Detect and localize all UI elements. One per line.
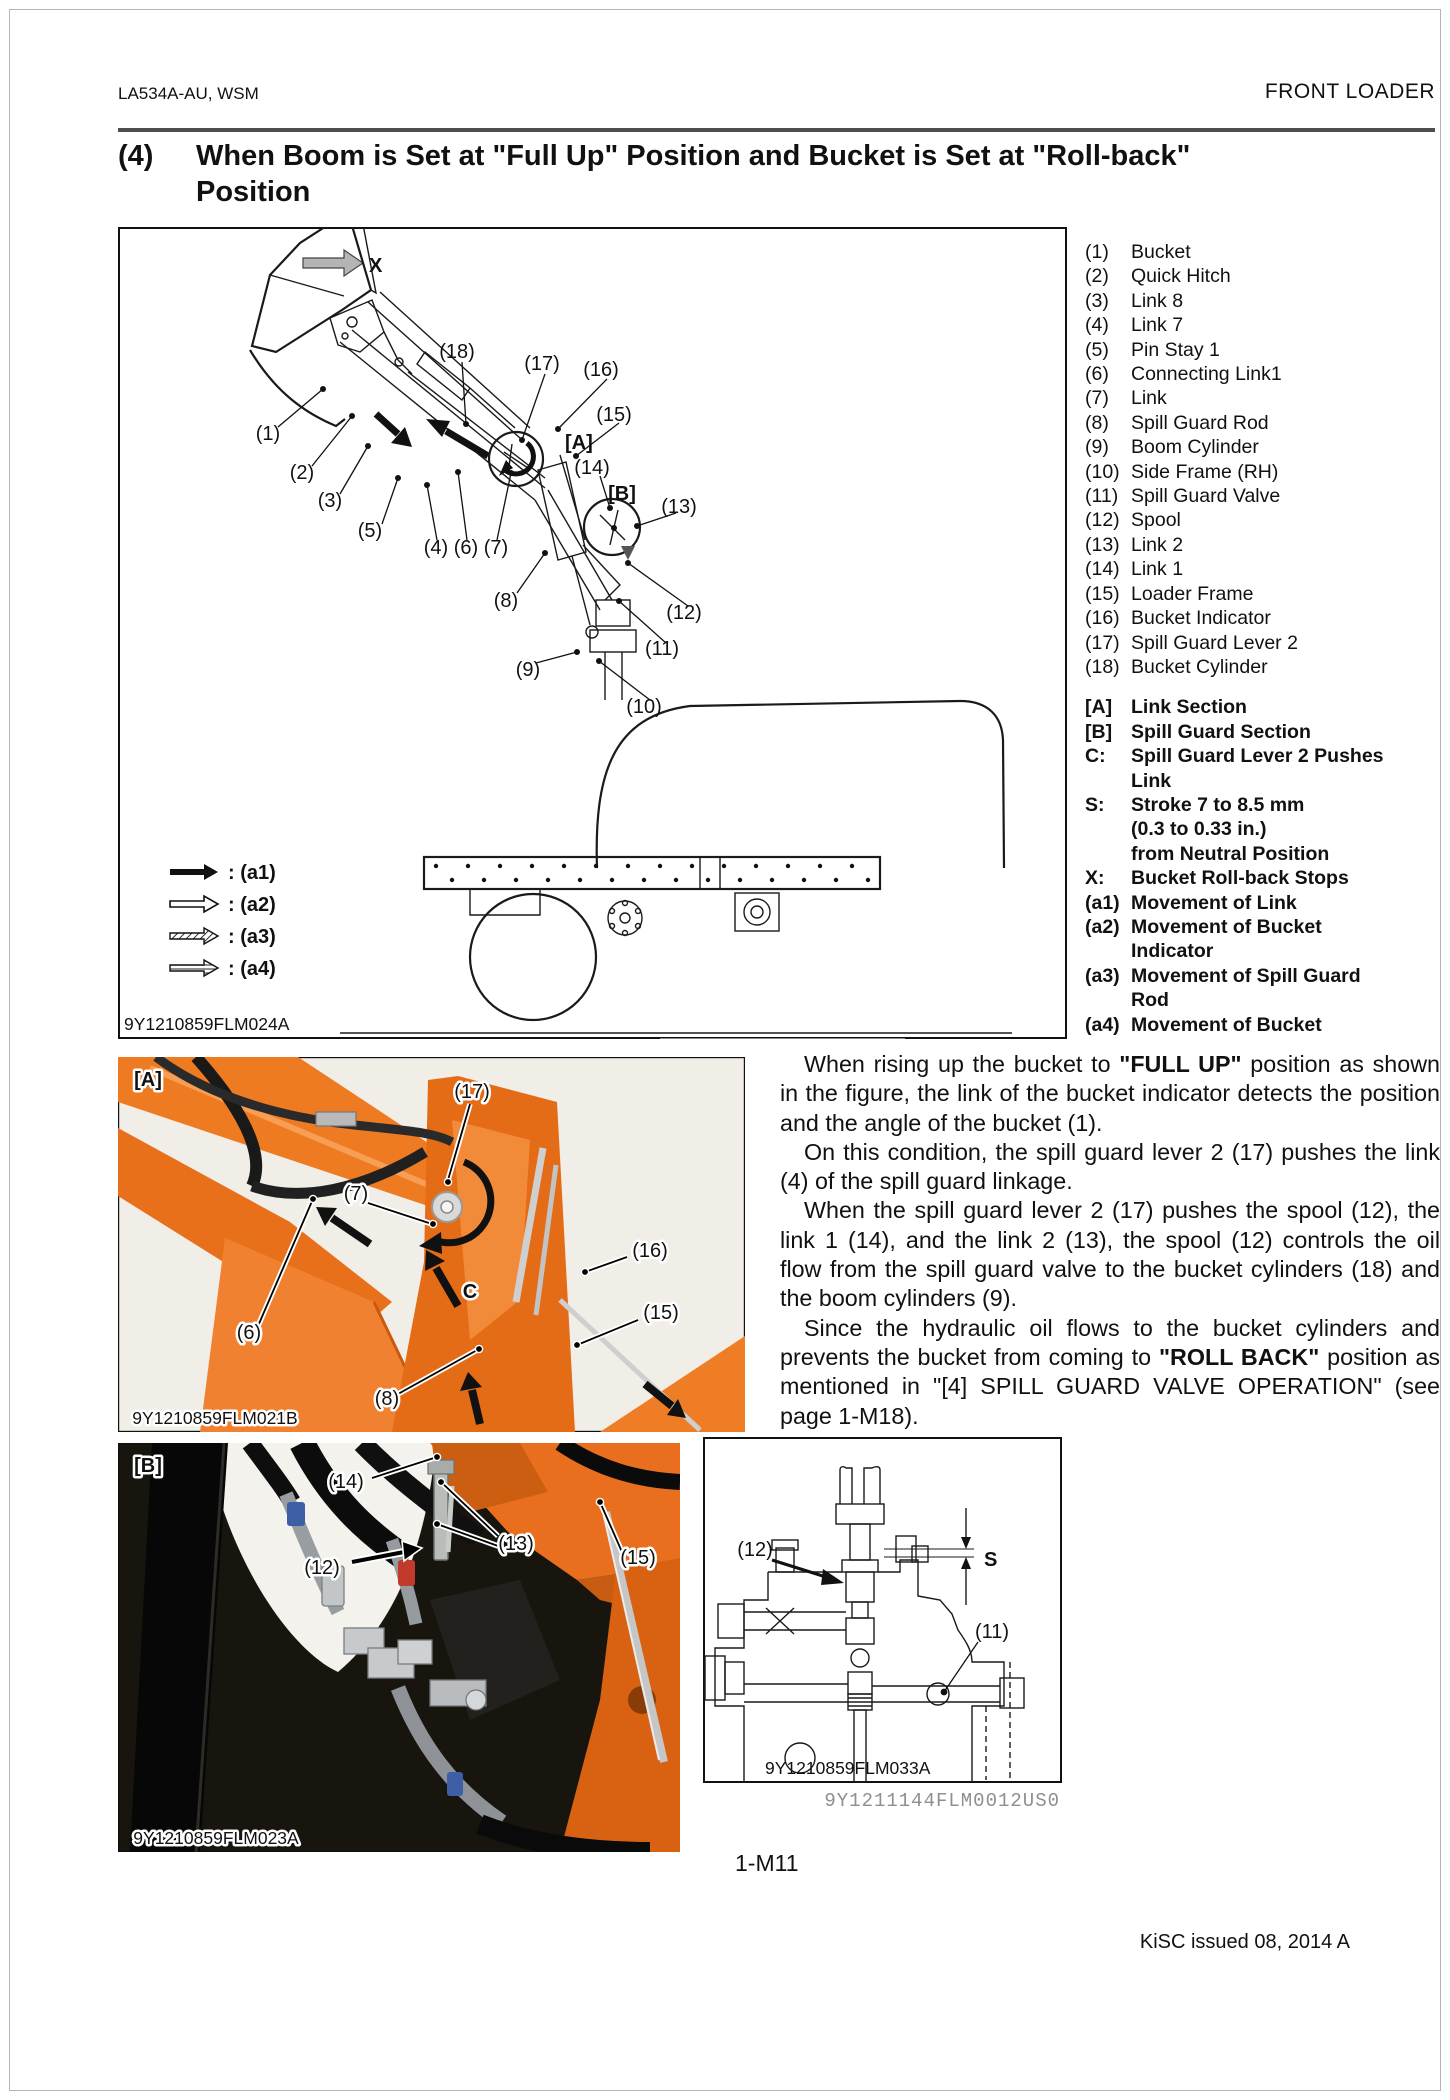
callout-3: (3) <box>317 490 343 512</box>
callout-7: (7) <box>483 537 509 559</box>
photo-b-callout-15: (15) <box>620 1547 656 1569</box>
part-name: Bucket <box>1131 241 1191 263</box>
part-number: (3) <box>1085 289 1109 312</box>
valve-callout-s: S <box>984 1549 998 1571</box>
part-number: (8) <box>1085 411 1109 434</box>
photo-a-figure-code: 9Y1210859FLM021B <box>132 1408 298 1428</box>
callout-2: (2) <box>289 462 315 484</box>
key-row <box>1085 744 1437 793</box>
key-row <box>1085 964 1437 1013</box>
part-number: (6) <box>1085 363 1109 386</box>
body-text <box>780 1050 1440 1431</box>
paragraph-3: When the spill guard lever 2 (17) pushes the spool (12), the link 1 (14), and the link 2 (13), the spool (12) controls the oil flow from the spill guard valve to the bucket cylinders (18) and the boom cylinders (9). <box>780 1197 1440 1312</box>
key-symbol: X: <box>1085 867 1105 890</box>
key-text: Movement of Bucket Indicator <box>1131 915 1322 963</box>
part-name: Spool <box>1131 509 1181 532</box>
header-model: LA534A-AU, WSM <box>118 84 259 103</box>
parts-list-row <box>1085 411 1437 435</box>
part-number: (5) <box>1085 338 1109 361</box>
main-figure-frame <box>119 228 1066 1038</box>
parts-list-row <box>1085 386 1437 410</box>
key-row <box>1085 915 1437 964</box>
part-number: (10) <box>1085 460 1120 483</box>
key-text: Spill Guard Lever 2 Pushes Link <box>1131 745 1384 792</box>
part-name: Bucket Indicator <box>1131 607 1271 630</box>
valve-callout-12: (12) <box>737 1539 773 1561</box>
photo-b-figure-code: 9Y1210859FLM023A <box>133 1828 299 1848</box>
part-name: Spill Guard Lever 2 <box>1131 631 1298 654</box>
callout-18: (18) <box>439 341 475 363</box>
parts-list <box>1085 240 1437 1037</box>
callout-13: (13) <box>661 496 697 518</box>
callout-4: (4) <box>423 537 449 559</box>
issue-note: KiSC issued 08, 2014 A <box>1139 1931 1350 1953</box>
parts-list-row <box>1085 289 1437 313</box>
part-number: (1) <box>1085 241 1109 263</box>
callout-12: (12) <box>666 602 702 624</box>
parts-list-row <box>1085 240 1437 264</box>
parts-list-row <box>1085 484 1437 508</box>
callout-section-a: [A] <box>565 432 593 454</box>
key-row <box>1085 1013 1437 1037</box>
legend-a2: : (a2) <box>228 894 276 916</box>
legend-a1: : (a1) <box>228 862 276 884</box>
callout-1: (1) <box>255 423 281 445</box>
part-name: Quick Hitch <box>1131 265 1231 288</box>
key-symbol: [A] <box>1085 696 1113 719</box>
key-text: Bucket Roll-back Stops <box>1131 867 1349 890</box>
parts-list-keys <box>1085 695 1437 1037</box>
key-text: Movement of Link <box>1131 891 1297 914</box>
key-symbol: (a1) <box>1085 891 1120 914</box>
parts-list-row <box>1085 460 1437 484</box>
part-number: (11) <box>1085 485 1119 508</box>
callout-x: X <box>369 255 383 277</box>
photo-b-callout-14: (14) <box>328 1471 364 1493</box>
part-number: (17) <box>1085 631 1120 654</box>
page-title-line2: Position <box>196 176 311 208</box>
callout-9: (9) <box>515 659 541 681</box>
part-number: (2) <box>1085 265 1109 288</box>
callout-17: (17) <box>524 353 560 375</box>
valve-figure-code: 9Y1210859FLM033A <box>765 1758 931 1778</box>
parts-list-items <box>1085 240 1437 679</box>
section-number: (4) <box>118 140 154 172</box>
parts-list-row <box>1085 362 1437 386</box>
callout-8: (8) <box>493 590 519 612</box>
photo-b-label: [B] <box>134 1455 162 1477</box>
photo-b-callout-13: (13) <box>498 1533 534 1555</box>
legend-a3: : (a3) <box>228 926 276 948</box>
main-figure-code: 9Y1210859FLM024A <box>124 1014 290 1034</box>
part-number: (14) <box>1085 558 1120 581</box>
key-text: Spill Guard Section <box>1131 720 1311 743</box>
key-row <box>1085 866 1437 890</box>
key-symbol: [B] <box>1085 720 1113 743</box>
parts-list-row <box>1085 606 1437 630</box>
part-name: Spill Guard Valve <box>1131 485 1281 508</box>
key-text: Movement of Spill Guard Rod <box>1131 964 1361 1012</box>
key-text: Link Section <box>1131 696 1247 719</box>
part-name: Bucket Cylinder <box>1131 655 1268 678</box>
part-name: Side Frame (RH) <box>1131 460 1279 483</box>
header-rule <box>118 128 1435 132</box>
paragraph-4: Since the hydraulic oil flows to the bucket cylinders and prevents the bucket from coming to "ROLL BACK" position as mentioned in "[4] SPILL GUARD VALVE OPERATION" (see page 1-M18). <box>780 1314 1440 1429</box>
parts-list-row <box>1085 631 1437 655</box>
parts-list-row <box>1085 655 1437 679</box>
parts-list-row <box>1085 264 1437 288</box>
part-name: Link 2 <box>1131 533 1184 556</box>
part-name: Loader Frame <box>1131 582 1254 605</box>
key-text: Movement of Bucket <box>1131 1013 1322 1036</box>
part-name: Link 7 <box>1131 314 1184 337</box>
key-symbol: S: <box>1085 793 1105 816</box>
callout-10: (10) <box>626 696 662 718</box>
part-number: (12) <box>1085 509 1120 532</box>
photo-b-callout-12: (12) <box>304 1557 340 1579</box>
part-number: (13) <box>1085 533 1120 556</box>
photo-b <box>118 1443 680 1852</box>
key-symbol: (a4) <box>1085 1013 1120 1036</box>
page-title: When Boom is Set at "Full Up" Position and Bucket is Set at "Roll-back" <box>196 140 1191 172</box>
overall-figure-code: 9Y1211144FLM0012US0 <box>824 1790 1060 1812</box>
key-text: Stroke 7 to 8.5 mm (0.3 to 0.33 in.) from Neutral Position <box>1131 793 1330 865</box>
part-number: (9) <box>1085 436 1109 459</box>
part-name: Connecting Link1 <box>1131 363 1282 386</box>
parts-list-row <box>1085 533 1437 557</box>
part-number: (15) <box>1085 582 1120 605</box>
callout-5: (5) <box>357 520 383 542</box>
photo-a-callout-c: C <box>462 1281 478 1303</box>
part-name: Spill Guard Rod <box>1131 411 1269 434</box>
part-name: Link 8 <box>1131 289 1184 312</box>
part-number: (18) <box>1085 655 1120 678</box>
part-name: Link <box>1131 387 1167 410</box>
paragraph-1: When rising up the bucket to "FULL UP" position as shown in the figure, the link of the bucket indicator detects the position and the angle of the bucket (1). <box>780 1051 1440 1136</box>
photo-a-callout-17: (17) <box>454 1081 490 1103</box>
callout-11: (11) <box>644 638 680 660</box>
photo-a-callout-7: (7) <box>343 1183 369 1205</box>
callout-15: (15) <box>596 404 632 426</box>
part-number: (4) <box>1085 314 1109 337</box>
main-diagram <box>118 227 1067 1039</box>
part-name: Pin Stay 1 <box>1131 338 1220 361</box>
parts-list-row <box>1085 557 1437 581</box>
key-row <box>1085 695 1437 719</box>
photo-a-callout-6: (6) <box>236 1322 262 1344</box>
key-row <box>1085 720 1437 744</box>
callout-14: (14) <box>574 457 610 479</box>
parts-list-row <box>1085 435 1437 459</box>
key-symbol: (a2) <box>1085 915 1120 938</box>
part-name: Link 1 <box>1131 558 1184 581</box>
parts-list-row <box>1085 313 1437 337</box>
photo-a <box>118 1057 745 1432</box>
part-number: (16) <box>1085 607 1120 630</box>
part-number: (7) <box>1085 387 1109 410</box>
parts-list-row <box>1085 508 1437 532</box>
valve-diagram <box>703 1437 1062 1783</box>
photo-a-callout-8: (8) <box>374 1388 400 1410</box>
callout-section-b: [B] <box>608 483 636 505</box>
key-symbol: C: <box>1085 745 1106 768</box>
callout-6: (6) <box>453 537 479 559</box>
paragraph-2: On this condition, the spill guard lever 2 (17) pushes the link (4) of the spill guard linkage. <box>780 1138 1440 1195</box>
key-row <box>1085 793 1437 866</box>
legend-a4: : (a4) <box>228 958 276 980</box>
part-name: Boom Cylinder <box>1131 436 1259 459</box>
key-symbol: (a3) <box>1085 964 1120 987</box>
page-number: 1-M11 <box>735 1850 799 1876</box>
callout-16: (16) <box>583 359 619 381</box>
key-row <box>1085 891 1437 915</box>
photo-a-callout-16: (16) <box>632 1240 668 1262</box>
photo-a-label: [A] <box>134 1069 162 1091</box>
parts-list-row <box>1085 338 1437 362</box>
header-section: FRONT LOADER <box>1264 80 1435 103</box>
valve-callout-11: (11) <box>974 1621 1010 1643</box>
parts-list-row <box>1085 582 1437 606</box>
photo-a-callout-15: (15) <box>643 1302 679 1324</box>
